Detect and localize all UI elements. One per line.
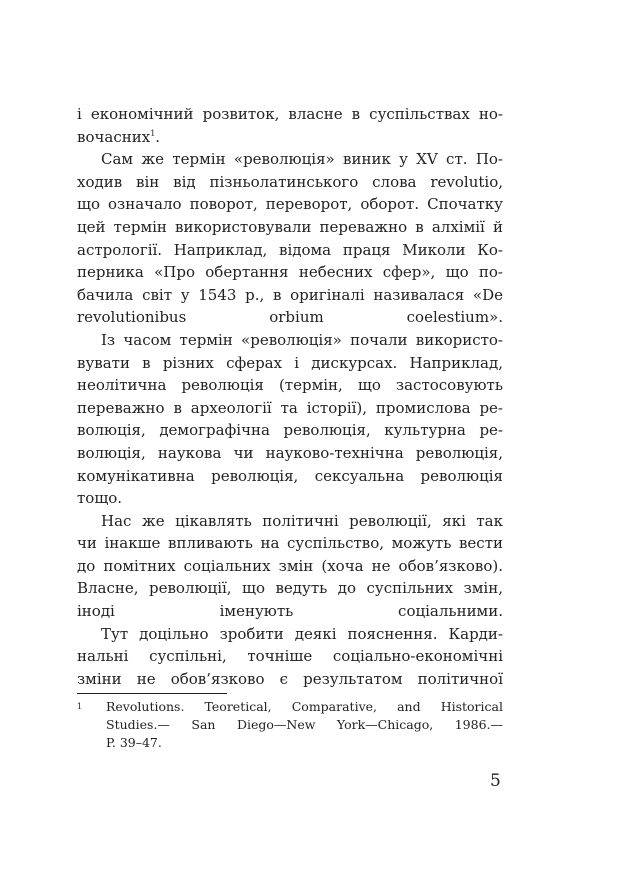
text-line: бачила світ у 1543 р., в оригіналі називалася «De bbox=[77, 285, 503, 304]
text-line: що означало поворот, переворот, оборот. Спочатку bbox=[77, 195, 503, 214]
text-fragment: вочасних bbox=[77, 127, 151, 146]
text-line: астрології. Наприклад, відома праця Миколи Ко- bbox=[77, 240, 503, 259]
text-line: чи інакше впливають на суспільство, можуть вести bbox=[77, 534, 503, 553]
page-number: 5 bbox=[490, 771, 501, 791]
footnote-number: 1 bbox=[77, 702, 83, 711]
main-text bbox=[77, 103, 503, 690]
text-line bbox=[77, 126, 503, 149]
text-line: Власне, революції, що ведуть до суспільних змін, bbox=[77, 579, 503, 598]
text-line: волюція, наукова чи науково-технічна революція, bbox=[77, 443, 503, 462]
text-line: Тут доцільно зробити деякі пояснення. Карди- bbox=[101, 624, 503, 643]
text-line: revolutionibus orbium coelestium». bbox=[77, 308, 503, 327]
paragraph-3 bbox=[77, 329, 503, 510]
text-line: комунікативна революція, сексуальна революція bbox=[77, 466, 503, 485]
text-line: іноді іменують соціальними. bbox=[77, 602, 503, 621]
text-line: переважно в археології та історії), промислова ре- bbox=[77, 398, 503, 417]
text-line: нальні суспільні, точніше соціально-економічні bbox=[77, 647, 503, 666]
text-line: Нас же цікавлять політичні революції, які так bbox=[101, 511, 503, 530]
footnote-reference: 1 bbox=[150, 128, 156, 138]
text-line: зміни не обов’язково є результатом політичної bbox=[77, 669, 503, 688]
text-fragment: . bbox=[155, 127, 161, 146]
text-line: і економічний розвиток, власне в суспільствах но- bbox=[77, 105, 503, 123]
text-line: Із часом термін «революція» почали використо- bbox=[101, 330, 503, 349]
paragraph-4 bbox=[77, 510, 503, 623]
text-line: тощо. bbox=[77, 489, 123, 508]
paragraph-5 bbox=[77, 623, 503, 691]
text-line: неолітична революція (термін, що застосовують bbox=[77, 376, 503, 395]
text-line: перника «Про обертання небесних сфер», що по- bbox=[77, 263, 503, 282]
footnote-line: Studies.— San Diego—New York—Chicago, 1986.— bbox=[106, 717, 503, 732]
text-line: вувати в різних сферах і дискурсах. Наприклад, bbox=[77, 353, 503, 372]
paragraph-1 bbox=[77, 103, 503, 148]
text-line: Сам же термін «революція» виник у XV ст. По- bbox=[101, 150, 503, 169]
text-line: волюція, демографічна революція, культурна ре- bbox=[77, 421, 503, 440]
paragraph-2 bbox=[77, 148, 503, 329]
footnote-line: Revolutions. Teoretical, Comparative, and Historical bbox=[106, 699, 503, 714]
footnote-text bbox=[106, 698, 503, 752]
text-line: до помітних соціальних змін (хоча не обов’язково). bbox=[77, 556, 503, 575]
text-line: ходив він від пізньолатинського слова revolutio, bbox=[77, 172, 503, 191]
footnote bbox=[77, 698, 503, 752]
footnote-line: P. 39–47. bbox=[106, 735, 162, 750]
footnote-divider bbox=[77, 693, 227, 694]
text-line: цей термін використовували переважно в алхімії й bbox=[77, 217, 503, 236]
